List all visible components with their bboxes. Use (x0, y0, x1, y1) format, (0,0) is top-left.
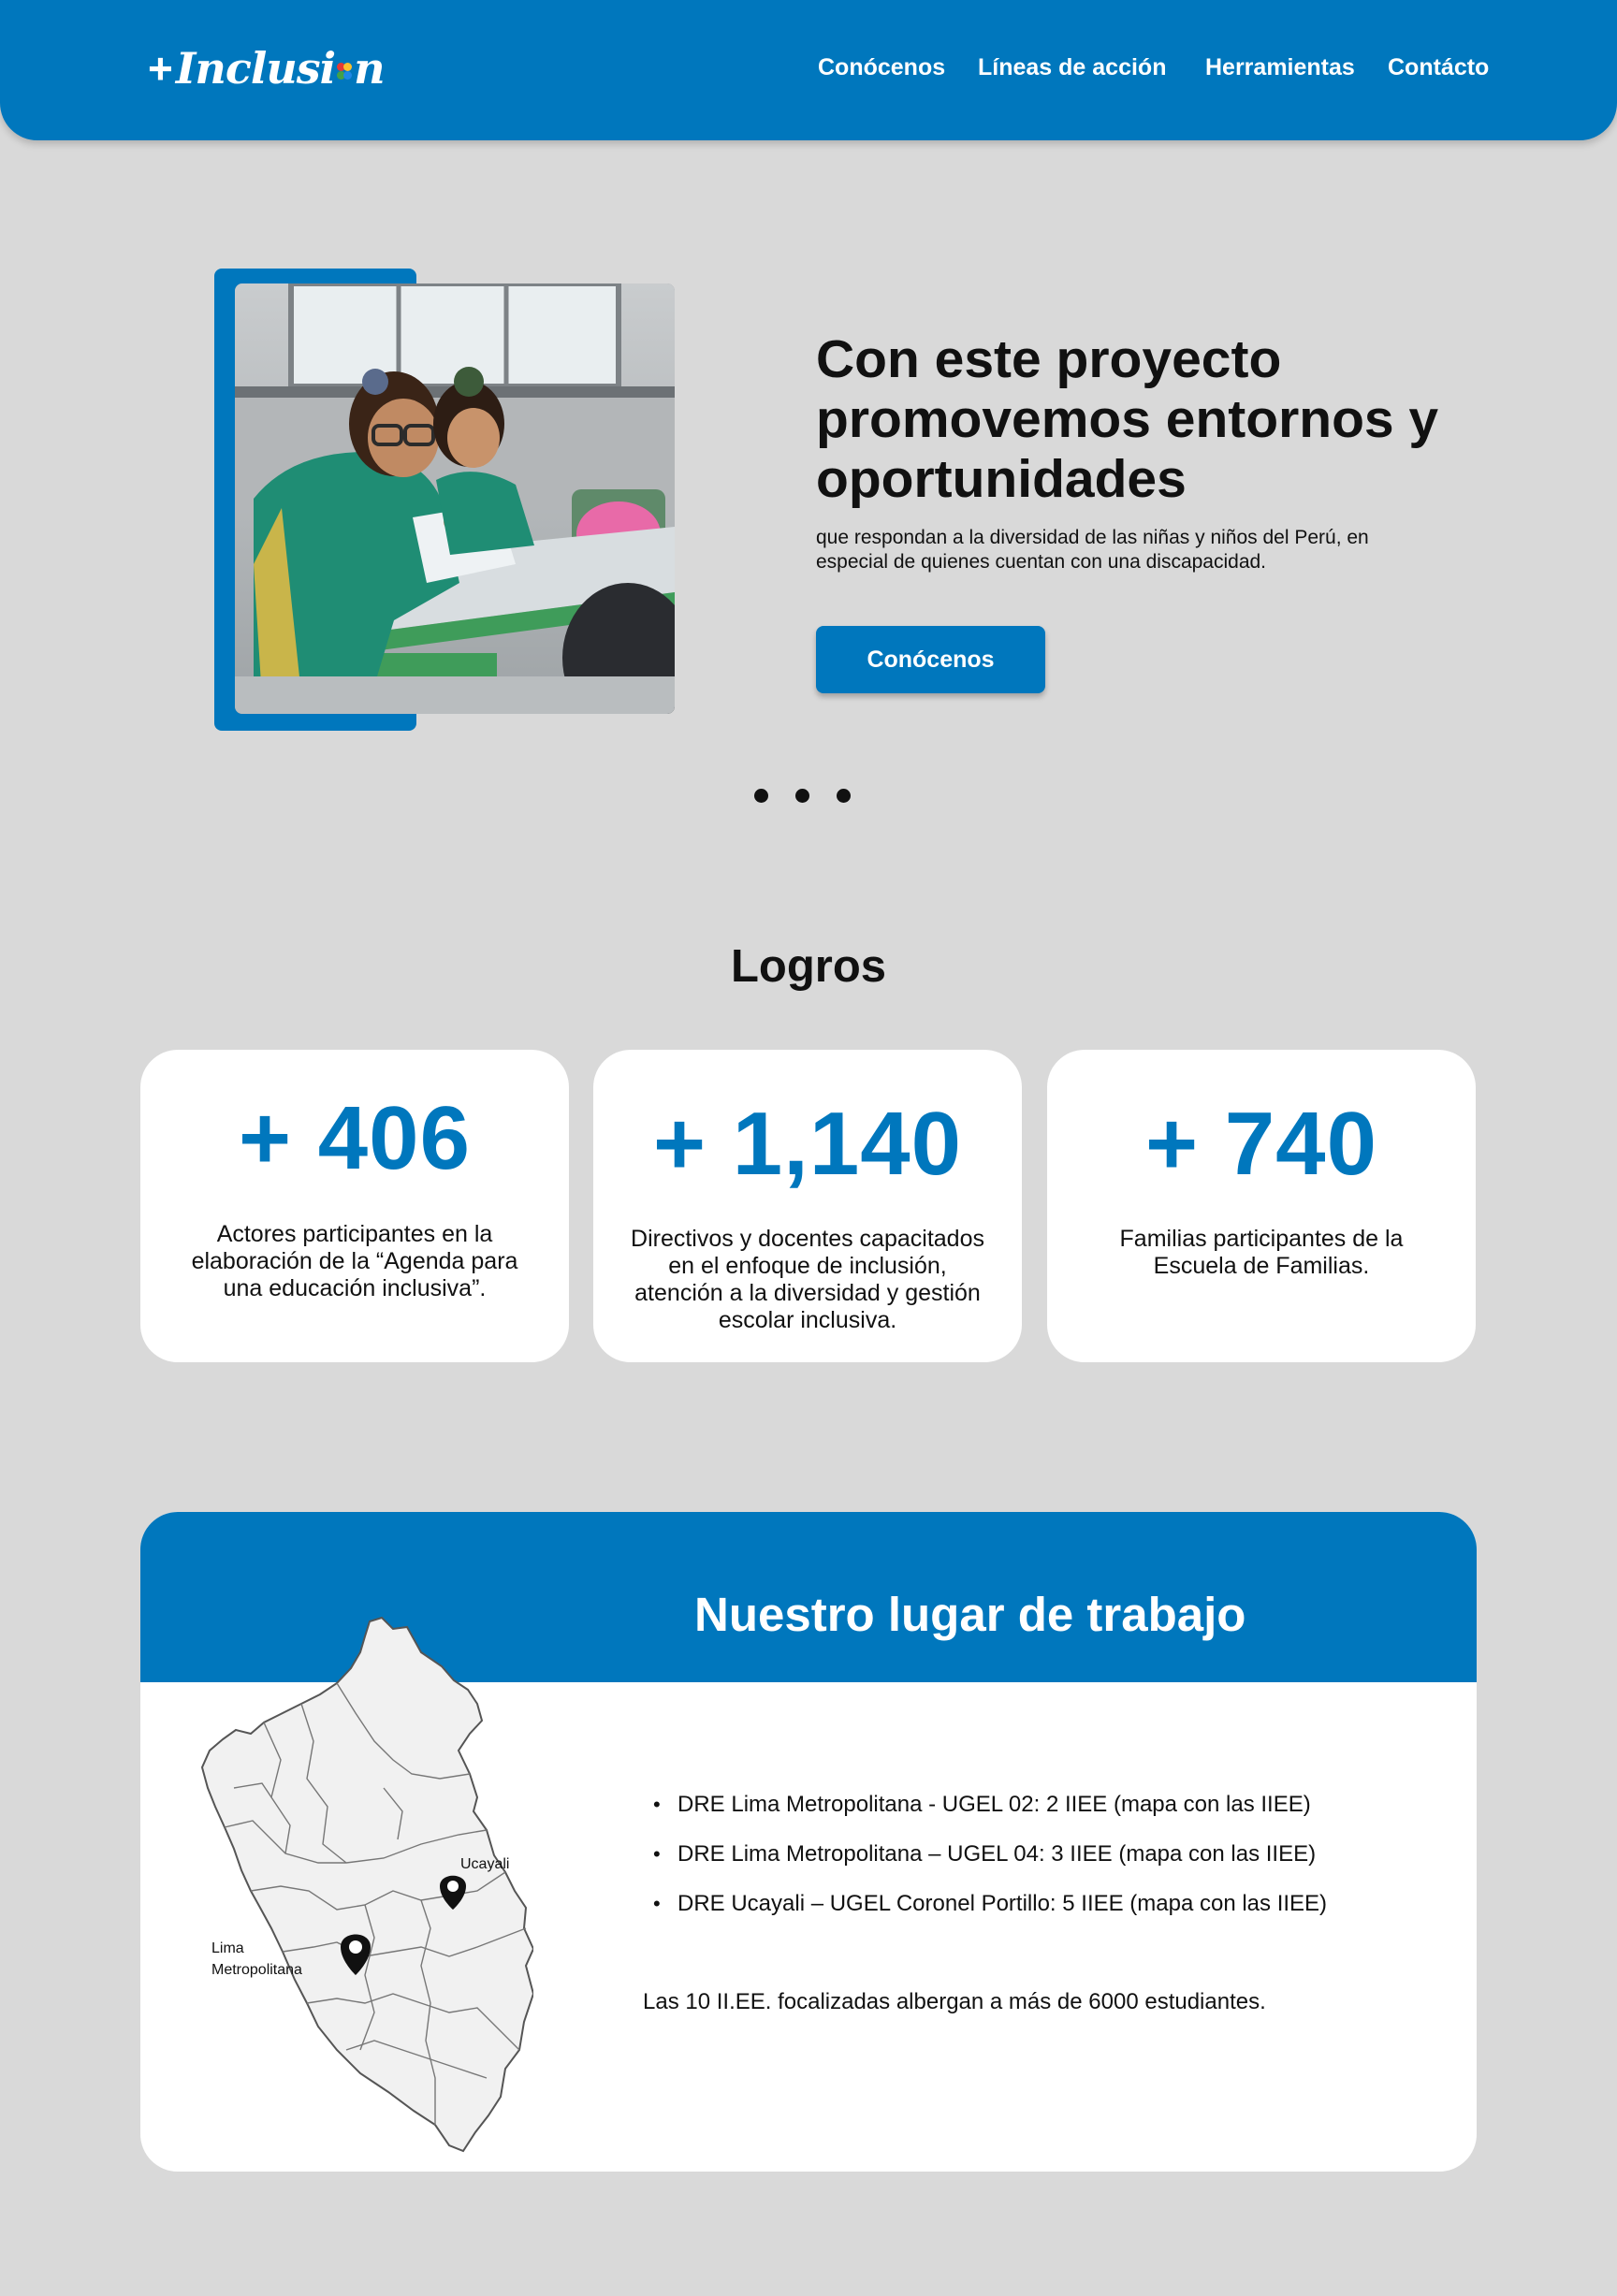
logro-value: + 740 (1145, 1094, 1377, 1194)
logros-title: Logros (730, 941, 887, 992)
nav-lineas-de-accion[interactable]: Líneas de acción (978, 54, 1167, 80)
logo[interactable] (148, 36, 385, 101)
lima-label-line1: Lima (211, 1940, 244, 1956)
logro-card-familias (1047, 1050, 1476, 1362)
carousel-dot-2[interactable] (795, 789, 809, 803)
hero-conocenos-button[interactable]: Conócenos (816, 626, 1045, 693)
classroom-photo (235, 283, 675, 714)
carousel-dots (754, 789, 851, 803)
logro-card-actores (140, 1050, 569, 1362)
logo-dot (343, 63, 352, 71)
logro-description: Actores participantes en la elaboración de la “Agenda para una educación inclusiva”. (191, 1221, 518, 1301)
logro-card-docentes (593, 1050, 1022, 1362)
ucayali-label: Ucayali (460, 1856, 510, 1872)
hero-subtitle: que respondan a la diversidad de las niñas y niños del Perú, en especial de quienes cuentan con una discapacidad. (816, 527, 1369, 573)
work-section (140, 1512, 1477, 2172)
list-item: • DRE Lima Metropolitana – UGEL 04: 3 IIEE (mapa con las IIEE) (653, 1829, 1364, 1879)
work-locations-list (653, 1780, 1364, 1928)
logo-dot (343, 71, 352, 80)
logro-value: + 1,140 (653, 1094, 962, 1194)
nav-herramientas[interactable]: Herramientas (1205, 54, 1355, 80)
hero-photo (235, 283, 675, 714)
logo-dots-icon (337, 61, 352, 83)
carousel-dot-1[interactable] (754, 789, 768, 803)
nav-conocenos[interactable]: Conócenos (818, 54, 946, 80)
hero-title: Con este proyecto promovemos entornos y oportunidades (816, 329, 1439, 509)
logro-description: Familias participantes de la Escuela de Familias. (1119, 1226, 1404, 1279)
list-item: • DRE Ucayali – UGEL Coronel Portillo: 5 IIEE (mapa con las IIEE) (653, 1879, 1364, 1928)
peru-map (197, 1610, 533, 2172)
site-header (0, 0, 1617, 140)
lima-label-line2: Metropolitana (211, 1962, 302, 1978)
work-title: Nuestro lugar de trabajo (694, 1588, 1246, 1641)
nav-contacto[interactable]: Contácto (1388, 54, 1490, 80)
logo-wordmark: +Inclusi n (148, 43, 385, 94)
carousel-dot-3[interactable] (837, 789, 851, 803)
work-note: Las 10 II.EE. focalizadas albergan a más de 6000 estudiantes. (643, 1989, 1266, 2014)
list-item: • DRE Lima Metropolitana - UGEL 02: 2 IIEE (mapa con las IIEE) (653, 1780, 1364, 1829)
logro-value: + 406 (239, 1088, 471, 1188)
logro-description: Directivos y docentes capacitados en el enfoque de inclusión, atención a la diversidad y gestión escolar inclusiva. (631, 1226, 984, 1333)
